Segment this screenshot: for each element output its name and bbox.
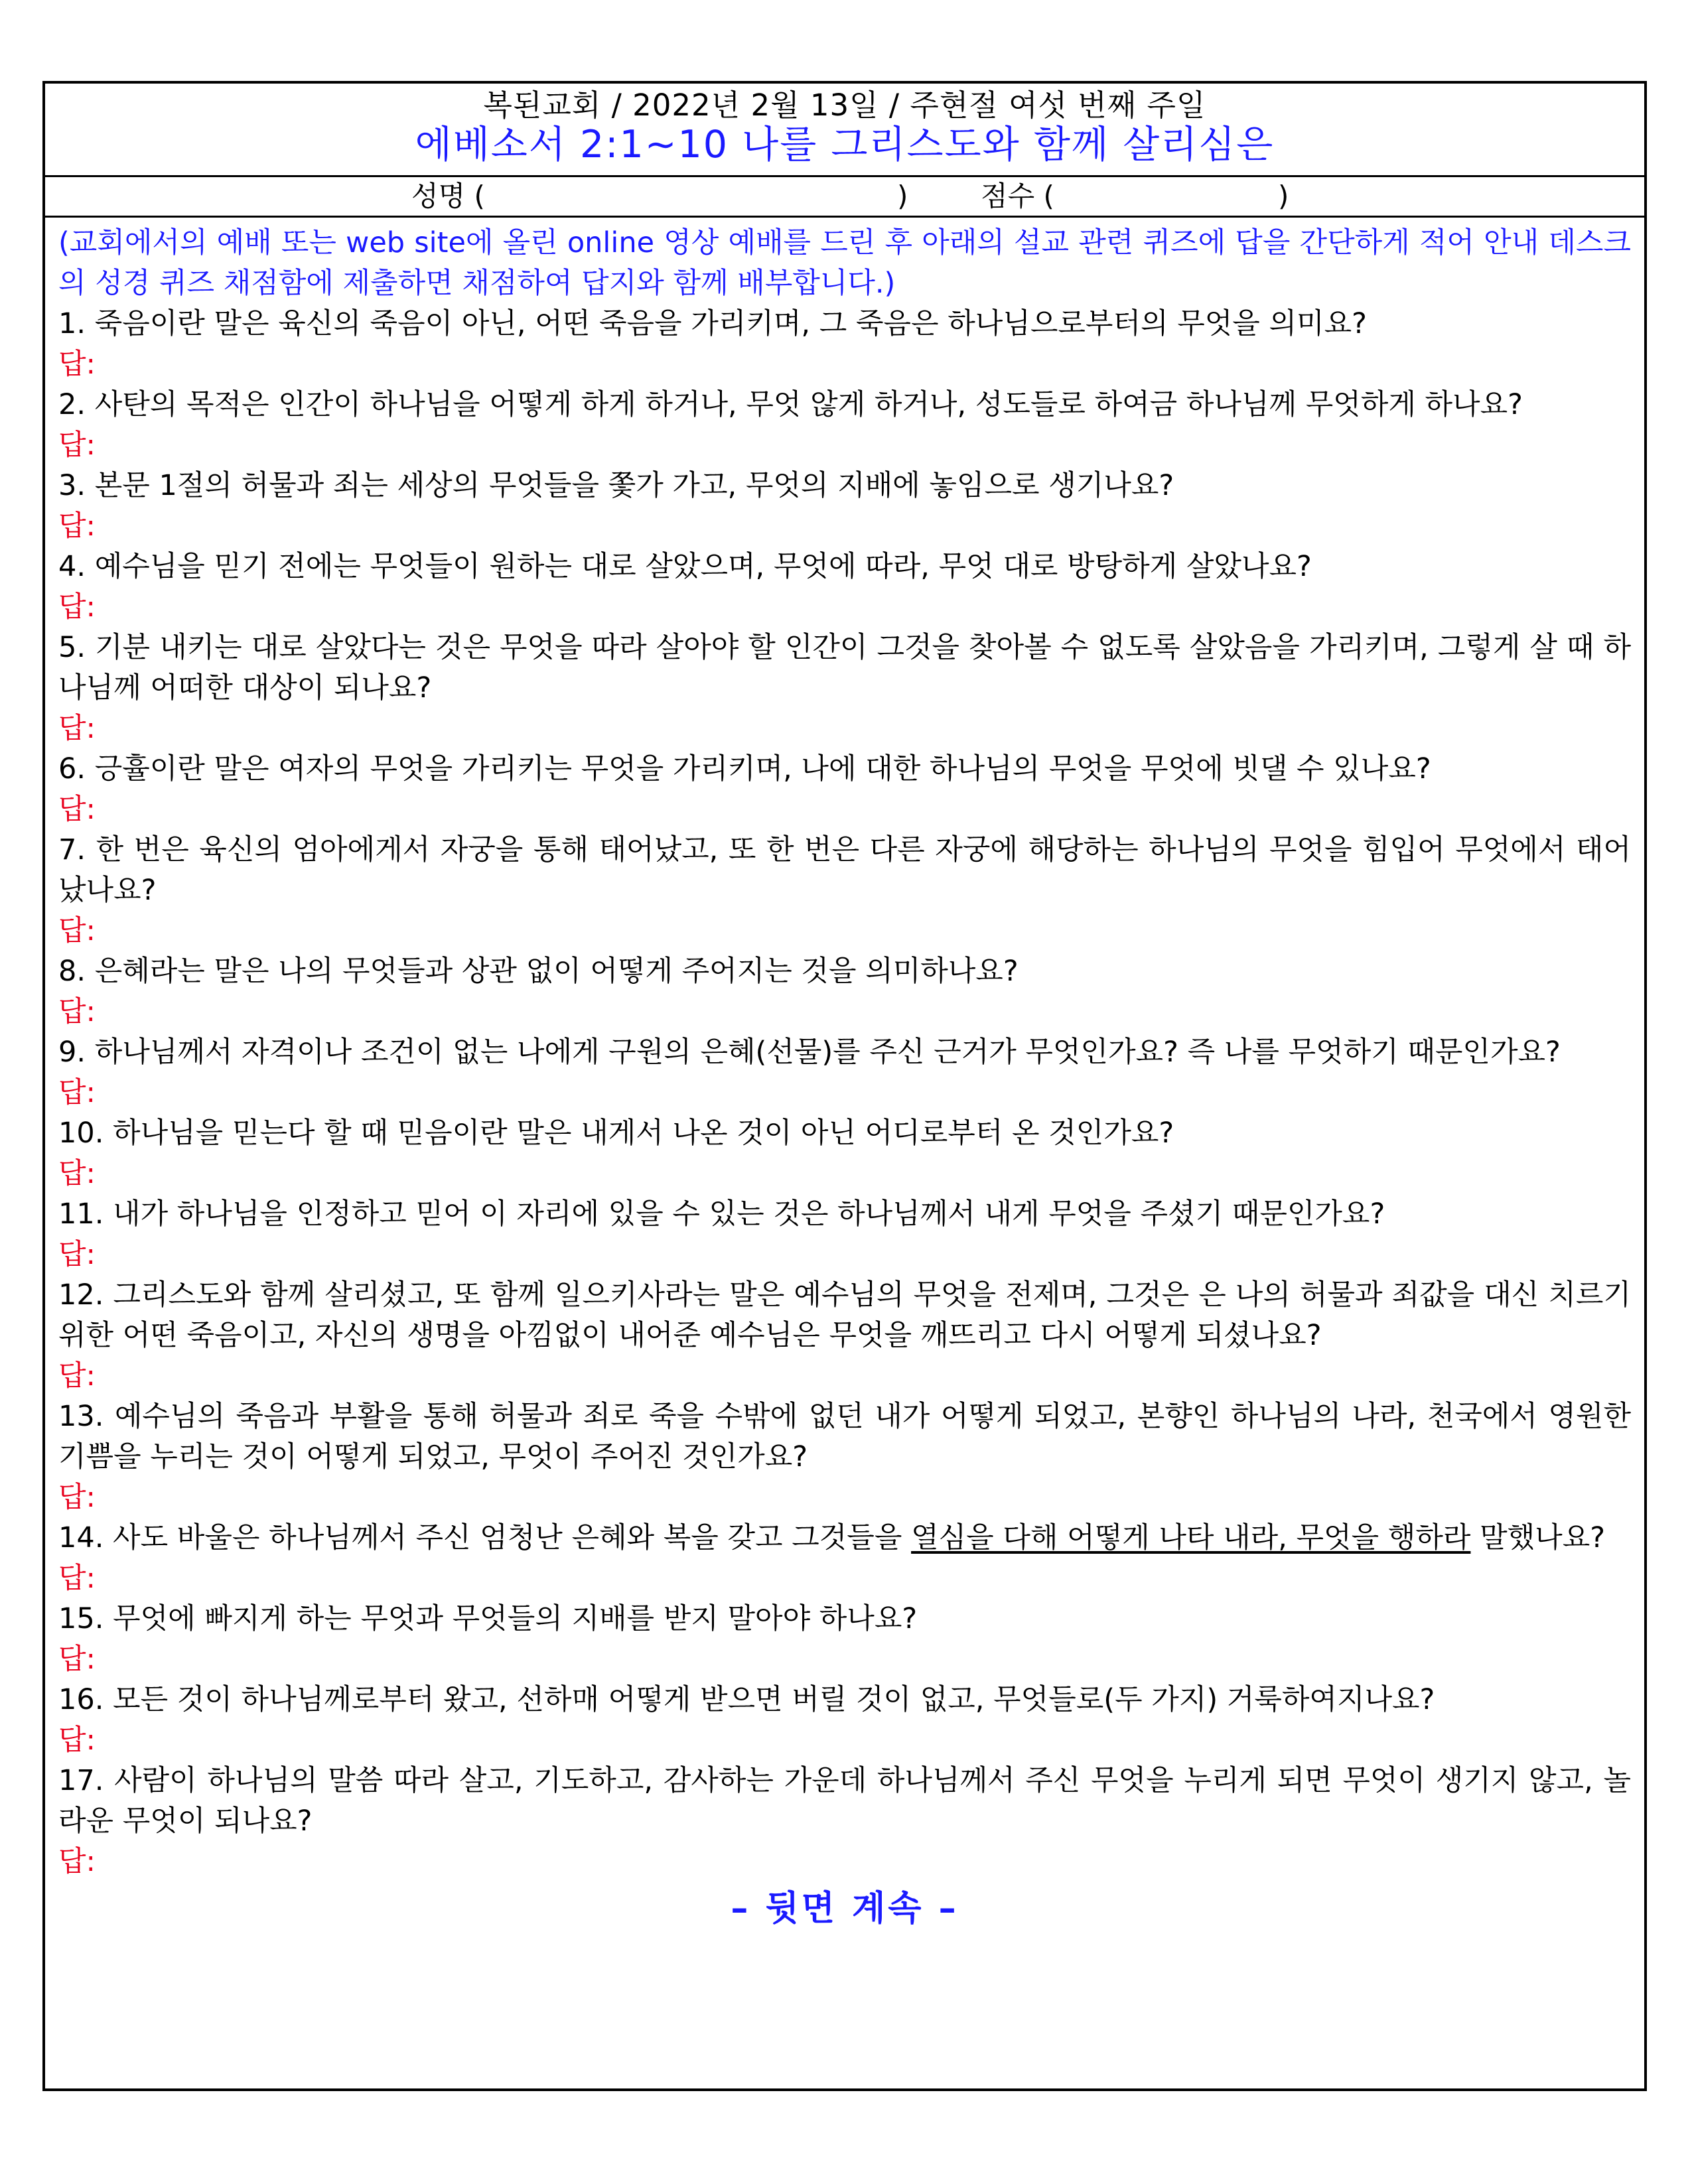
answer-label: 답: — [58, 1157, 96, 1190]
question-17: 17. 사람이 하나님의 말씀 따라 살고, 기도하고, 감사하는 가운데 하나님께서 주신 무엇을 누리게 되면 무엇이 생기지 않고, 놀라운 무엇이 되나요? — [58, 1764, 1631, 1838]
answer-label: 답: — [58, 995, 96, 1028]
answer-label: 답: — [58, 510, 96, 543]
question-3: 3. 본문 1절의 허물과 죄는 세상의 무엇들을 쫓가 가고, 무엇의 지배에 놓임으로 생기나요? — [58, 469, 1174, 502]
name-label: 성명 ( — [411, 180, 485, 212]
score-label: 점수 ( — [981, 180, 1054, 212]
church-date-line: 복된교회 / 2022년 2월 13일 / 주현절 여섯 번째 주일 — [483, 88, 1206, 123]
answer-label: 답: — [58, 1076, 96, 1109]
answer-label: 답: — [58, 914, 96, 947]
question-4: 4. 예수님을 믿기 전에는 무엇들이 원하는 대로 살았으며, 무엇에 따라, 무엇 대로 방탕하게 살았나요? — [58, 550, 1312, 583]
answer-label: 답: — [58, 1481, 96, 1514]
question-5: 5. 기분 내키는 대로 살았다는 것은 무엇을 따라 살아야 할 인간이 그것을 찾아볼 수 없도록 살았음을 가리키며, 그렇게 살 때 하나님께 어떠한 대상이 되나요? — [58, 631, 1631, 705]
answer-label: 답: — [58, 1724, 96, 1757]
question-10: 10. 하나님을 믿는다 할 때 믿음이란 말은 내게서 나온 것이 아닌 어디로부터 온 것인가요? — [58, 1117, 1174, 1150]
answer-label: 답: — [58, 1643, 96, 1676]
name-close: ) — [897, 180, 908, 212]
answer-label: 답: — [58, 712, 96, 745]
header — [45, 84, 1644, 177]
quiz-body — [45, 218, 1644, 1930]
question-2: 2. 사탄의 목적은 인간이 하나님을 어떻게 하게 하거나, 무엇 않게 하거나, 성도들로 하여금 하나님께 무엇하게 하나요? — [58, 388, 1523, 421]
question-1: 1. 죽음이란 말은 육신의 죽음이 아닌, 어떤 죽음을 가리키며, 그 죽음은 하나님으로부터의 무엇을 의미요? — [58, 307, 1367, 340]
question-14-underlined: 열심을 다해 어떻게 나타 내라, 무엇을 행하라 — [911, 1521, 1471, 1554]
answer-label: 답: — [58, 1359, 96, 1393]
question-12: 12. 그리스도와 함께 살리셨고, 또 함께 일으키사라는 말은 예수님의 무엇을 전제며, 그것은 은 나의 허물과 죄값을 대신 치르기 위한 어떤 죽음이고, 자신의 생명을 아낌없이 내어준 예수님은 무엇을 깨뜨리고 다시 어떻게 되셨나요? — [58, 1278, 1631, 1352]
question-16: 16. 모든 것이 하나님께로부터 왔고, 선하매 어떻게 받으면 버릴 것이 없고, 무엇들로(두 가지) 거룩하여지나요? — [58, 1683, 1435, 1716]
answer-label: 답: — [58, 1845, 96, 1878]
answer-label: 답: — [58, 429, 96, 462]
question-7: 7. 한 번은 육신의 엄아에게서 자궁을 통해 태어났고, 또 한 번은 다른 자궁에 해당하는 하나님의 무엇을 힘입어 무엇에서 태어났나요? — [58, 833, 1631, 907]
question-9: 9. 하나님께서 자격이나 조건이 없는 나에게 구원의 은혜(선물)를 주신 근거가 무엇인가요? 즉 나를 무엇하기 때문인가요? — [58, 1036, 1561, 1069]
answer-label: 답: — [58, 590, 96, 624]
answer-label: 답: — [58, 1562, 96, 1595]
question-13: 13. 예수님의 죽음과 부활을 통해 허물과 죄로 죽을 수밖에 없던 내가 어떻게 되었고, 본향인 하나님의 나라, 천국에서 영원한 기쁨을 누리는 것이 어떻게 되었고, 무엇이 주어진 것인가요? — [58, 1400, 1631, 1473]
continue-on-back-note: – 뒷면 계속 – — [731, 1889, 959, 1929]
quiz-sheet — [42, 81, 1647, 2091]
sermon-title: 에베소서 2:1∼10 나를 그리스도와 함께 살리심은 — [415, 123, 1275, 167]
instructions: (교회에서의 예배 또는 web site에 올린 online 영상 예배를 드린 후 아래의 설교 관련 퀴즈에 답을 간단하게 적어 안내 데스크의 성경 퀴즈 채점함에 제출하면 채점하여 답지와 함께 배부합니다.) — [58, 226, 1631, 300]
answer-label: 답: — [58, 348, 96, 381]
question-11: 11. 내가 하나님을 인정하고 믿어 이 자리에 있을 수 있는 것은 하나님께서 내게 무엇을 주셨기 때문인가요? — [58, 1197, 1385, 1231]
question-15: 15. 무엇에 빠지게 하는 무엇과 무엇들의 지배를 받지 말아야 하나요? — [58, 1602, 918, 1635]
question-8: 8. 은혜라는 말은 나의 무엇들과 상관 없이 어떻게 주어지는 것을 의미하나요? — [58, 955, 1019, 988]
name-score-row — [45, 177, 1644, 218]
question-6: 6. 긍휼이란 말은 여자의 무엇을 가리키는 무엇을 가리키며, 나에 대한 하나님의 무엇을 무엇에 빗댈 수 있나요? — [58, 752, 1431, 785]
answer-label: 답: — [58, 793, 96, 826]
score-close: ) — [1278, 180, 1289, 212]
question-14-end: 말했나요? — [1470, 1521, 1606, 1554]
question-14-start: 14. 사도 바울은 하나님께서 주신 엄청난 은혜와 복을 갖고 그것들을 — [58, 1521, 912, 1554]
answer-label: 답: — [58, 1238, 96, 1271]
question-14 — [58, 1518, 1631, 1558]
